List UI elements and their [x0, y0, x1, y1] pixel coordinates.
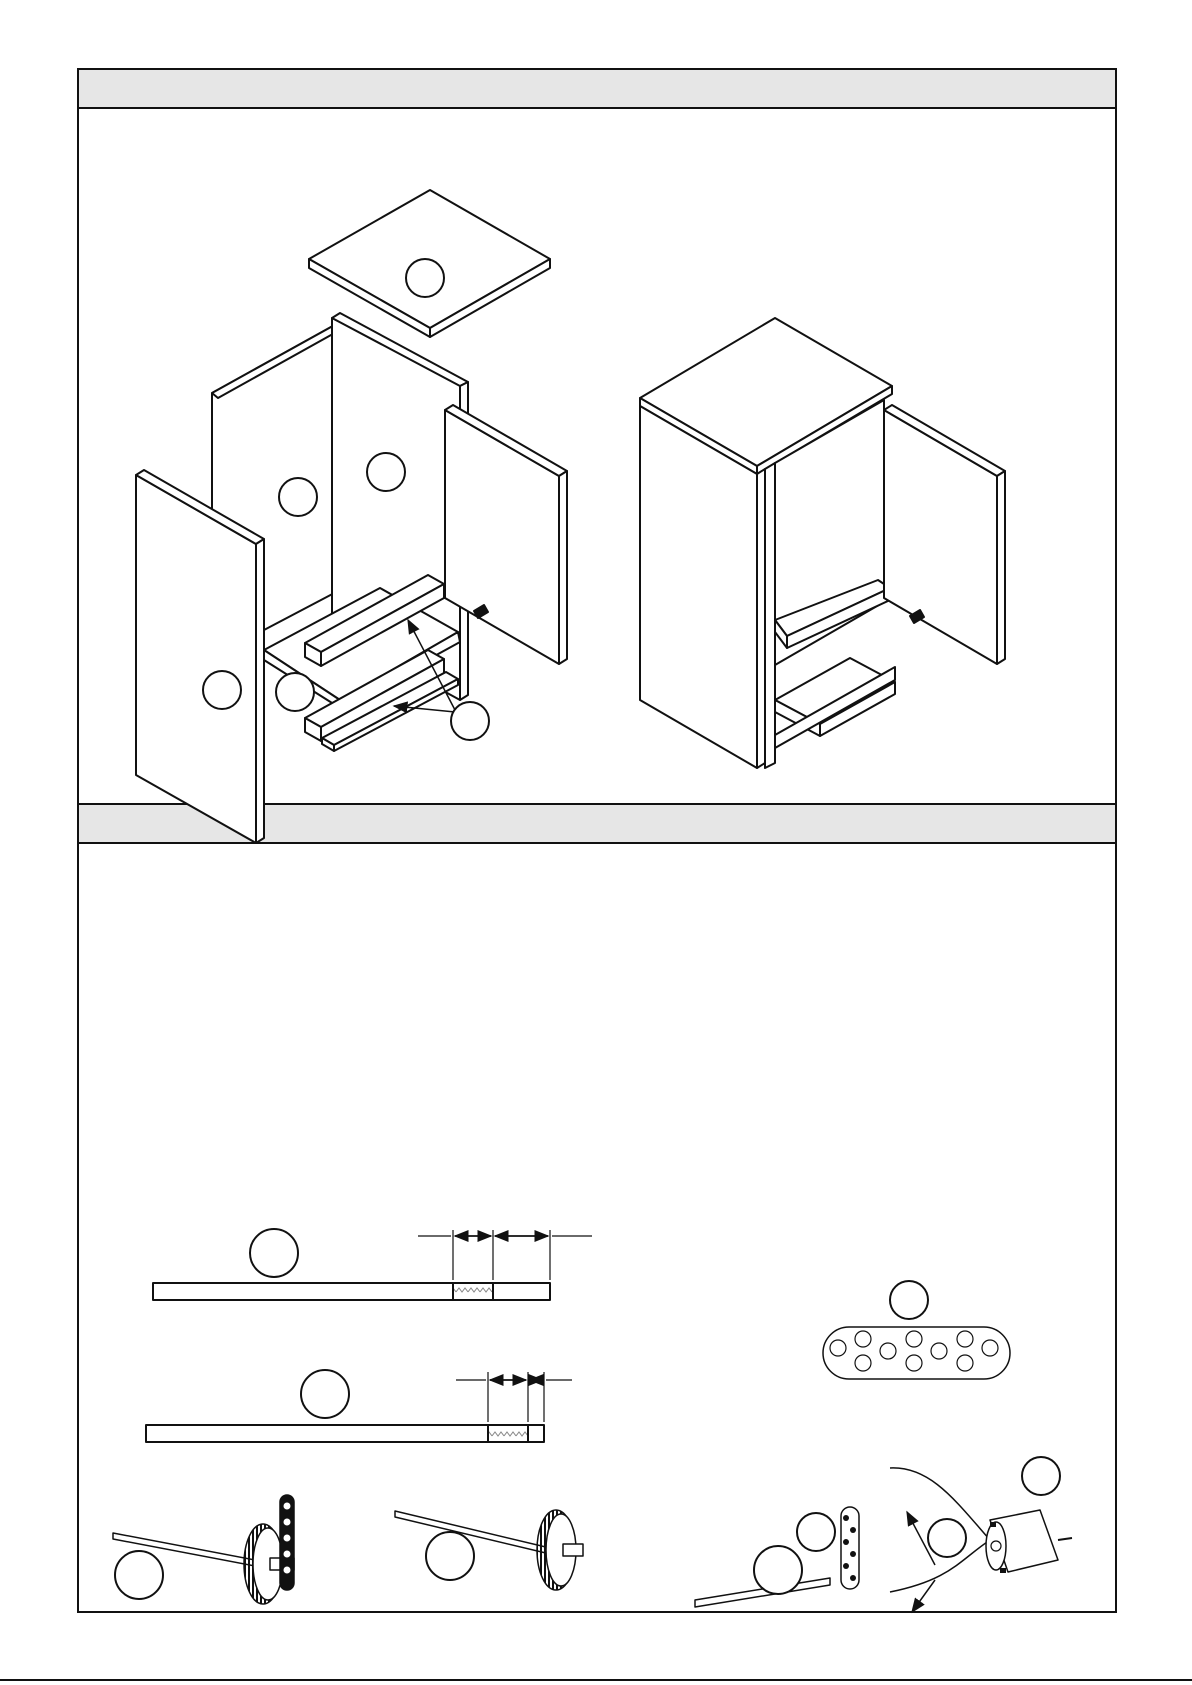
callout-shaft-short [301, 1370, 349, 1418]
axle-assembly-b [395, 1510, 583, 1590]
callout-left-side-panel [203, 671, 241, 709]
callout-bottom-panel [276, 673, 314, 711]
exploded-cabinet [136, 190, 567, 843]
callout-motor-mount [928, 1519, 966, 1557]
shaft-short-drawing [146, 1372, 572, 1442]
callout-motor-strip [797, 1513, 835, 1551]
callout-shaft-long [250, 1229, 298, 1277]
callout-motor [1022, 1457, 1060, 1495]
callout-right-inner-panel [367, 453, 405, 491]
assembled-cabinet [640, 318, 1005, 768]
callout-motor-rod [754, 1546, 802, 1594]
leader-arrows [394, 620, 935, 1612]
callout-strip [890, 1281, 928, 1319]
callout-braces [451, 702, 489, 740]
callout-top-panel [406, 259, 444, 297]
footer-rule [0, 1679, 1192, 1681]
callout-back-panel [279, 478, 317, 516]
shaft-long-drawing [153, 1230, 592, 1300]
callout-axle-assembly-a [115, 1551, 163, 1599]
perforated-strip [823, 1327, 1010, 1379]
callout-axle-assembly-b [426, 1532, 474, 1580]
